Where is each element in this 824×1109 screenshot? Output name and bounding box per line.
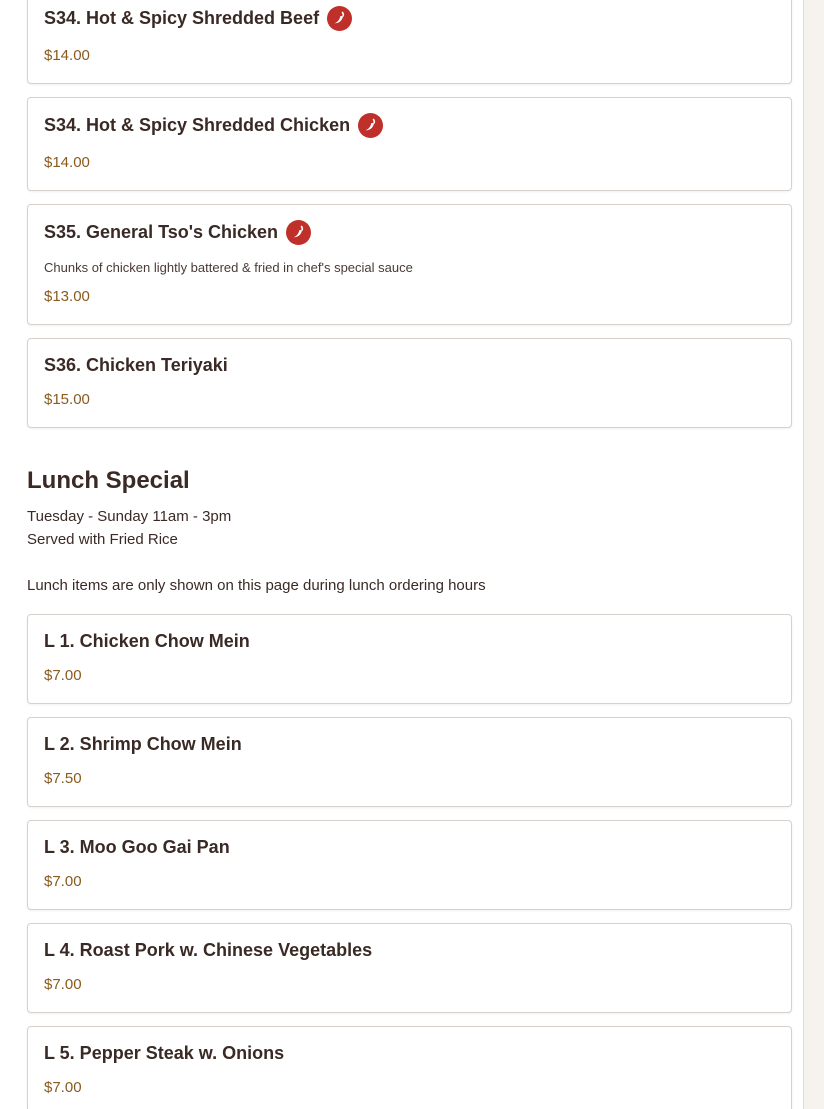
menu-item-name: S36. Chicken Teriyaki — [44, 355, 228, 375]
menu-item-name: S35. General Tso's Chicken — [44, 222, 279, 242]
menu-item-name-row — [44, 734, 242, 755]
section-title: Lunch Special — [27, 467, 190, 494]
menu-item-name-row — [44, 631, 250, 652]
menu-item-card[interactable] — [27, 204, 792, 325]
menu-item-price: $7.00 — [44, 667, 82, 684]
menu-item-description: Chunks of chicken lightly battered & fried in chef's special sauce — [44, 260, 413, 275]
menu-item-card[interactable] — [27, 97, 792, 191]
menu-item-price: $7.00 — [44, 976, 82, 993]
menu-item-card[interactable] — [27, 923, 792, 1013]
menu-item-price: $7.00 — [44, 873, 82, 890]
section-hours: Tuesday - Sunday 11am - 3pm — [27, 508, 232, 525]
menu-item-name-row — [44, 940, 372, 961]
menu-item-name: L 2. Shrimp Chow Mein — [44, 734, 242, 754]
menu-item-price: $7.00 — [44, 1079, 82, 1096]
menu-item-card[interactable] — [27, 614, 792, 704]
menu-item-name-row — [44, 6, 352, 31]
menu-item-price: $13.00 — [44, 288, 90, 305]
chili-pepper-icon — [327, 6, 352, 31]
section-note: Lunch items are only shown on this page during lunch ordering hours — [27, 577, 486, 594]
menu-item-price: $7.50 — [44, 770, 82, 787]
menu-item-card[interactable] — [27, 0, 792, 84]
menu-item-card[interactable] — [27, 338, 792, 428]
menu-item-name-row — [44, 837, 230, 858]
menu-item-price: $14.00 — [44, 47, 90, 64]
menu-item-price: $15.00 — [44, 391, 90, 408]
menu-item-card[interactable] — [27, 717, 792, 807]
section-served-with: Served with Fried Rice — [27, 531, 178, 548]
menu-item-name: S34. Hot & Spicy Shredded Beef — [44, 8, 320, 28]
menu-item-name-row — [44, 1043, 284, 1064]
chili-pepper-icon — [358, 113, 383, 138]
menu-item-name: S34. Hot & Spicy Shredded Chicken — [44, 115, 351, 135]
menu-item-name: L 3. Moo Goo Gai Pan — [44, 837, 230, 857]
menu-item-name: L 5. Pepper Steak w. Onions — [44, 1043, 285, 1063]
chili-pepper-icon — [286, 220, 311, 245]
menu-item-name-row — [44, 355, 228, 376]
menu-item-card[interactable] — [27, 820, 792, 910]
menu-item-name: L 1. Chicken Chow Mein — [44, 631, 250, 651]
menu-item-name-row — [44, 220, 311, 245]
menu-item-name: L 4. Roast Pork w. Chinese Vegetables — [44, 940, 373, 960]
menu-item-name-row — [44, 113, 383, 138]
menu-item-card[interactable] — [27, 1026, 792, 1109]
menu-item-price: $14.00 — [44, 154, 90, 171]
